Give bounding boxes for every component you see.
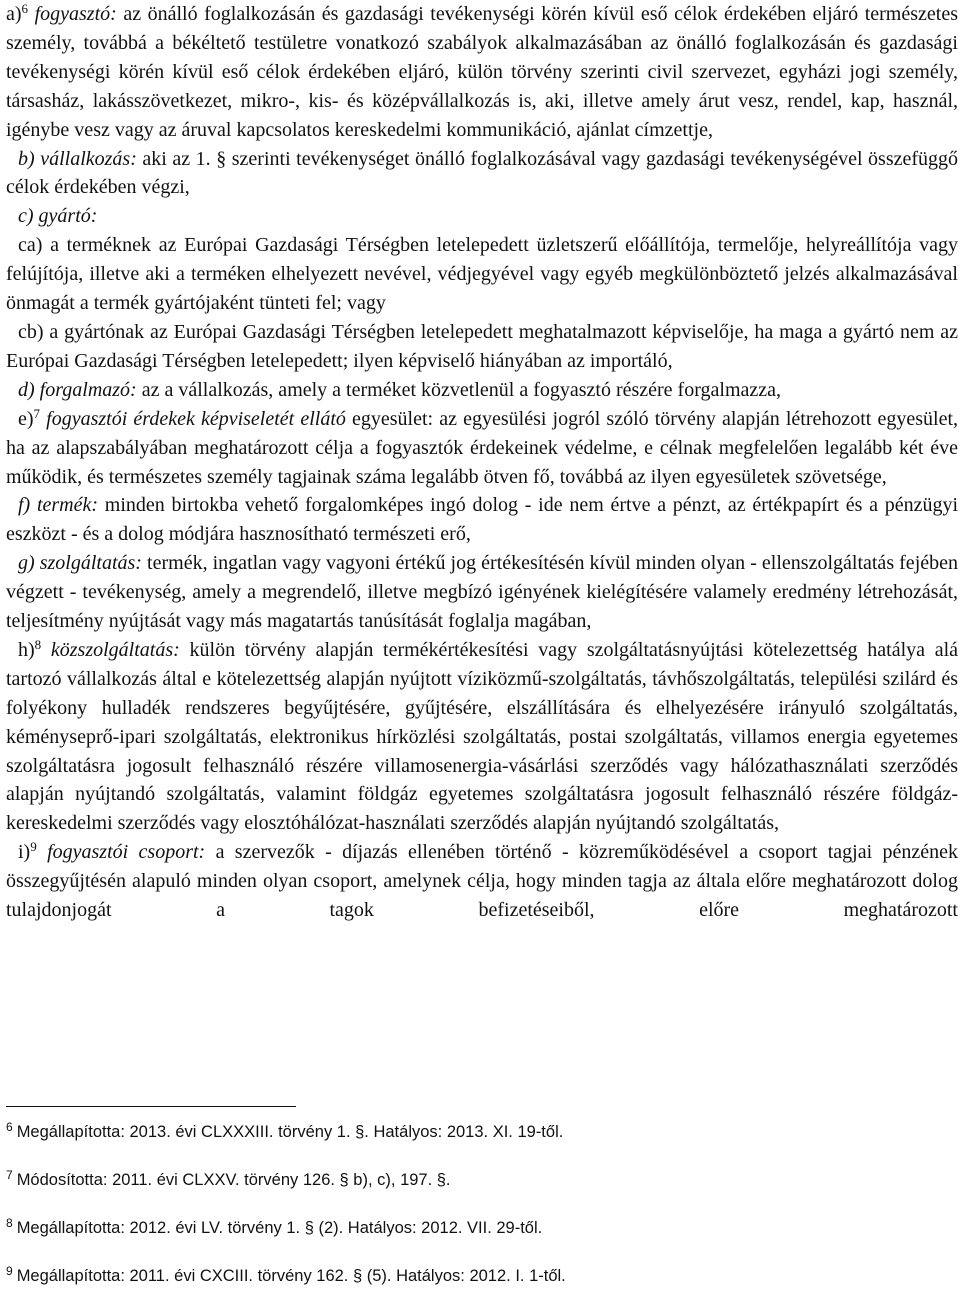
definition-text: minden birtokba vehető forgalomképes ingó dolog - ide nem értve a pénzt, az értékpapírt és a pénzügyi eszközt - és a dolog módjára hasznosítható természeti erő, <box>6 494 959 546</box>
footnote-ref[interactable]: 7 <box>33 405 41 421</box>
definition-text: a terméknek az Európai Gazdasági Térségben letelepedett üzletszerű előállítója, termelője, helyreállítója vagy felújítója, illetve aki a terméken elhelyezett nevével, védjegyével vagy egyéb megkülönböztető jelzés alkalmazásával önmagát a termék gyártójaként tünteti fel; vagy <box>6 234 959 315</box>
definition-paragraph-b <box>6 145 958 203</box>
item-marker: c) <box>18 205 34 228</box>
definition-paragraph-ca <box>6 231 958 318</box>
defined-term: termék: <box>36 494 99 517</box>
footnote-number: 6 <box>6 1120 13 1134</box>
document-body <box>6 0 958 925</box>
item-marker: i) <box>18 841 31 864</box>
footnote-text: Megállapította: 2013. évi CLXXXIII. törvény 1. §. Hatályos: 2013. XI. 19-től. <box>16 1123 564 1141</box>
definition-text: a gyártónak az Európai Gazdasági Térségben letelepedett meghatalmazott képviselője, ha maga a gyártó nem az Európai Gazdasági Térségben letelepedett; ilyen képviselő hiányában az importáló, <box>6 320 958 372</box>
item-marker: cb) <box>18 320 44 343</box>
footnote-text: Megállapította: 2011. évi CXCIII. törvény 162. § (5). Hatályos: 2012. I. 1-től. <box>16 1267 566 1285</box>
item-marker: ca) <box>18 234 43 257</box>
definition-paragraph-a <box>6 0 958 145</box>
definition-paragraph-d <box>6 376 958 405</box>
item-marker: h) <box>18 638 35 661</box>
definition-paragraph-f <box>6 491 958 549</box>
definition-text: az önálló foglalkozásán és gazdasági tevékenységi körén kívül eső célok érdekében eljáró természetes személy, továbbá a békéltető testületre vonatkozó szabályok alkalmazásában az önálló foglalkozásán és gazdasági tevékenységi körén kívül eső célok érdekében eljáró, külön törvény szerinti civil szervezet, egyházi jogi személy, társasház, lakásszövetkezet, mikro-, kis- és középvállalkozás is, aki, illetve amely árut vesz, rendel, kap, használ, igénybe vesz vagy az áruval kapcsolatos kereskedelmi kommunikáció, ajánlat címzettje, <box>6 3 958 141</box>
footnote-7 <box>6 1168 451 1190</box>
defined-term: vállalkozás: <box>40 147 137 170</box>
defined-term: fogyasztói csoport: <box>47 841 206 864</box>
item-marker: e) <box>18 407 34 430</box>
footnote-separator <box>6 1106 296 1107</box>
defined-term: közszolgáltatás: <box>50 638 180 661</box>
definition-text: egyesület: az egyesülési jogról szóló törvény alapján létrehozott egyesület, ha az alapszabályában meghatározott célja a fogyasztók érdekeinek védelme, e célnak megfelelően legalább két éve működik, és természetes személy tagjainak száma legalább ötven fő, továbbá az ilyen egyesületek szövetsége, <box>6 407 958 488</box>
definition-text: az a vállalkozás, amely a terméket közvetlenül a fogyasztó részére forgalmazza, <box>141 378 782 401</box>
definition-text: termék, ingatlan vagy vagyoni értékű jog értékesítésén kívül minden olyan - ellenszolgáltatás fejében végzett - tevékenység, amely a megrendelő, illetve megbízó igényének kielégítésére valamely eredmény létrehozását, teljesítmény nyújtását vagy más magatartás tanúsítását foglalja magában, <box>6 552 958 633</box>
definition-paragraph-e <box>6 405 958 492</box>
item-marker: d) <box>18 378 35 401</box>
definition-text: külön törvény alapján termékértékesítési vagy szolgáltatásnyújtási kötelezettség hatálya alá tartozó vállalkozás által e kötelezettség alapján nyújtott víziközmű-szolgáltatás, távhőszolgáltatás, települési szilárd és folyékony hulladék rendszeres begyűjtésére, gyűjtésére, elszállítására és elhelyezésére irányuló szolgáltatás, kéményseprő-ipari szolgáltatás, elektronikus hírközlési szolgáltatás, postai szolgáltatás, villamos energia egyetemes szolgáltatásra jogosult felhasználó részére villamosenergia-vásárlási szerződés vagy hálózathasználati szerződés alapján nyújtandó szolgáltatás, valamint földgáz egyetemes szolgáltatásra jogosult felhasználó részére földgáz-kereskedelmi szerződés vagy elosztóhálózat-használati szerződés alapján nyújtandó szolgáltatás, <box>6 638 959 835</box>
footnote-text: Módosította: 2011. évi CLXXV. törvény 126. § b), c), 197. §. <box>16 1171 451 1189</box>
definition-paragraph-g <box>6 549 958 636</box>
item-marker: f) <box>18 494 31 517</box>
definition-text: aki az 1. § szerinti tevékenységet önálló foglalkozásával vagy gazdasági tevékenységével összefüggő célok érdekében végzi, <box>6 147 959 199</box>
item-marker: g) <box>18 552 35 575</box>
document-page <box>6 0 958 925</box>
defined-term: fogyasztó: <box>34 3 117 25</box>
defined-term: gyártó: <box>38 205 98 228</box>
footnote-number: 8 <box>6 1216 13 1230</box>
footnote-8 <box>6 1216 542 1238</box>
definition-paragraph-h <box>6 636 958 838</box>
item-marker: a) <box>6 3 22 25</box>
definition-paragraph-c <box>6 202 958 231</box>
footnote-number: 7 <box>6 1168 13 1182</box>
definition-text: a szervezők - díjazás ellenében történő - közreműködésével a csoport tagjai pénzének összegyűjtésén alapuló minden olyan csoport, amelynek célja, hogy minden tagja az általa előre meghatározott dolog tulajdonjogát a tagok befizetéseiből, előre meghatározott <box>6 841 959 922</box>
footnote-ref[interactable]: 6 <box>21 1 29 16</box>
defined-term: szolgáltatás: <box>39 552 142 575</box>
footnote-text: Megállapította: 2012. évi LV. törvény 1. § (2). Hatályos: 2012. VII. 29-től. <box>16 1219 543 1237</box>
footnote-6 <box>6 1120 563 1142</box>
definition-paragraph-i <box>6 838 958 925</box>
footnote-9 <box>6 1264 566 1286</box>
footnote-ref[interactable]: 9 <box>30 839 37 855</box>
defined-term: forgalmazó: <box>39 378 137 401</box>
defined-term: fogyasztói érdekek képviseletét ellátó <box>46 407 346 430</box>
footnote-ref[interactable]: 8 <box>34 636 42 652</box>
footnote-number: 9 <box>6 1264 13 1278</box>
definition-paragraph-cb <box>6 318 958 376</box>
item-marker: b) <box>18 147 35 170</box>
